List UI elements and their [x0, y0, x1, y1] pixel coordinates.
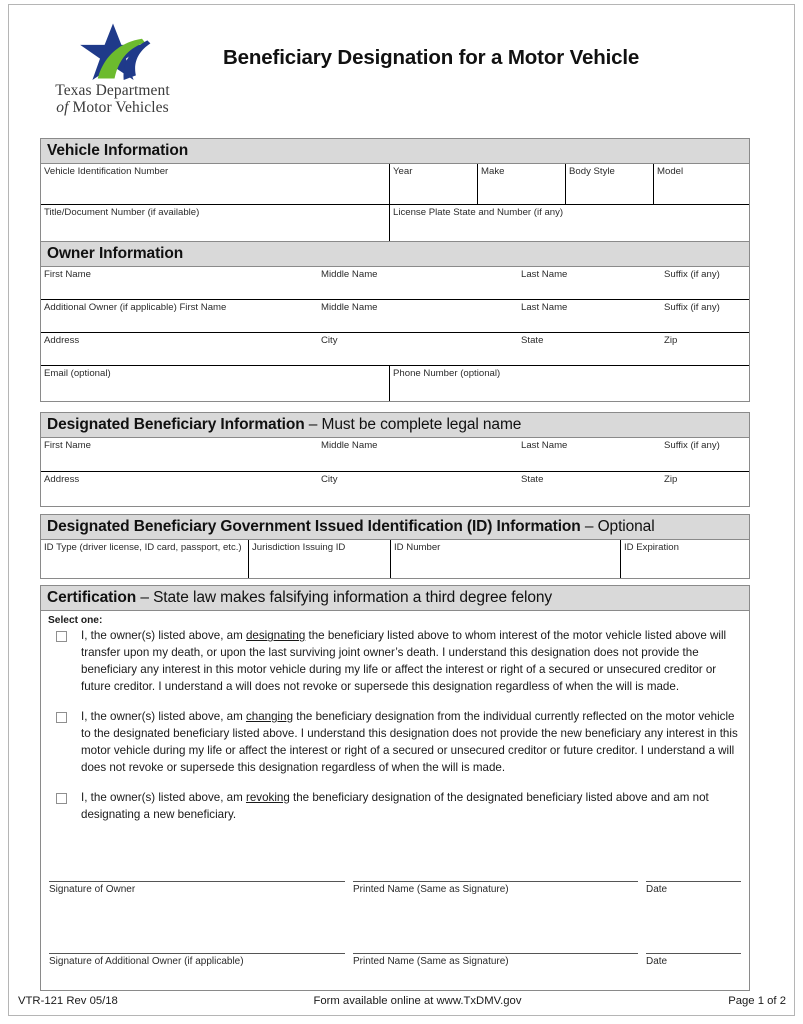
- beneficiary-city-field[interactable]: City: [321, 474, 338, 486]
- designating-option-checkbox[interactable]: [56, 631, 67, 642]
- date-owner-label: Date: [646, 883, 668, 895]
- owner-row-1[interactable]: [41, 267, 749, 300]
- beneficiary-row-2[interactable]: [41, 472, 749, 506]
- printed-name-additional-owner-label: Printed Name (Same as Signature): [353, 955, 509, 967]
- certification-band-title: Certification: [47, 589, 137, 606]
- printed-name-additional-owner-block[interactable]: [353, 953, 638, 967]
- revoking-emphasis: revoking: [245, 790, 290, 804]
- beneficiary-id-information-section: [40, 514, 750, 579]
- beneficiary-row-1[interactable]: [41, 438, 749, 472]
- id-expiration-field[interactable]: ID Expiration: [624, 542, 679, 554]
- beneficiary-band-title: Designated Beneficiary Information: [47, 416, 305, 433]
- certification-option-changing[interactable]: [48, 709, 741, 777]
- owner-row-3[interactable]: [41, 333, 749, 366]
- beneficiary-zip-field[interactable]: Zip: [664, 474, 678, 486]
- signature-of-owner-label: Signature of Owner: [49, 883, 136, 895]
- footer-form-number: VTR-121 Rev 05/18: [18, 995, 118, 1007]
- page-header: [40, 18, 756, 128]
- beneficiary-information-section: [40, 412, 750, 507]
- beneficiary-last-name-field[interactable]: Last Name: [521, 440, 568, 452]
- owner-first-name-field[interactable]: First Name: [44, 269, 91, 281]
- certification-band: [41, 586, 749, 611]
- select-one-label: Select one:: [48, 615, 103, 627]
- signature-of-additional-owner-block[interactable]: [49, 953, 345, 967]
- beneficiary-suffix-field[interactable]: Suffix (if any): [664, 440, 720, 452]
- beneficiary-state-field[interactable]: State: [521, 474, 544, 486]
- title-document-number-field[interactable]: Title/Document Number (if available): [41, 205, 390, 243]
- designating-text-part1: I, the owner(s) listed above, am: [81, 629, 246, 643]
- beneficiary-id-band: [41, 515, 749, 540]
- model-field[interactable]: Model: [657, 166, 684, 178]
- page-footer: [18, 995, 786, 1007]
- beneficiary-address-field[interactable]: Address: [44, 474, 80, 486]
- id-number-field[interactable]: ID Number: [391, 540, 621, 578]
- certification-section: [40, 585, 750, 991]
- designating-text-part2: the beneficiary listed above to whom interest of the motor vehicle listed above will transfer upon my death, or upon the last surviving joint owner’s death. I understand this designation does not provide the beneficiary any interest in this motor vehicle during my life or affect the interest or right of a secured or unsecured creditor or future creditor. I understand a will does not revoke or supersede this designation regardless of when the will is made.: [81, 629, 727, 694]
- agency-name-motor-vehicles: Motor Vehicles: [72, 99, 169, 117]
- certification-option-revoking[interactable]: [48, 790, 741, 824]
- additional-owner-first-name-field[interactable]: Additional Owner (if applicable) First Name: [44, 302, 227, 314]
- additional-owner-suffix-field[interactable]: Suffix (if any): [664, 302, 720, 314]
- owner-last-name-field[interactable]: Last Name: [521, 269, 568, 281]
- vin-field[interactable]: Vehicle Identification Number: [41, 164, 390, 204]
- body-style-field[interactable]: Body Style: [566, 164, 654, 204]
- vehicle-information-section: [40, 138, 750, 244]
- changing-emphasis: changing: [245, 710, 294, 724]
- agency-name-line1: Texas Department: [55, 82, 170, 99]
- certification-option-designating[interactable]: [48, 628, 741, 696]
- owner-row-2[interactable]: [41, 300, 749, 333]
- revoking-option-checkbox[interactable]: [56, 793, 67, 804]
- license-plate-field[interactable]: License Plate State and Number (if any): [393, 207, 564, 219]
- owner-city-field[interactable]: City: [321, 335, 338, 347]
- owner-state-field[interactable]: State: [521, 335, 544, 347]
- signature-row-owner: [49, 881, 741, 895]
- signature-spacer-middle: [49, 895, 741, 953]
- owner-address-field[interactable]: Address: [44, 335, 80, 347]
- vehicle-row-2: [41, 205, 749, 243]
- jurisdiction-issuing-id-field[interactable]: Jurisdiction Issuing ID: [249, 540, 391, 578]
- owner-suffix-field[interactable]: Suffix (if any): [664, 269, 720, 281]
- changing-text-part2: the beneficiary designation from the individual currently reflected on the motor vehicle to the designated beneficiary listed above. I understand this designation does not provide the new beneficiary any interest in this motor vehicle during my life or affect the interest or right of a secured or unsecured creditor or future creditor. I understand a will does not revoke or supersede this designation regardless of when the will is made.: [81, 710, 738, 774]
- owner-phone-field[interactable]: Phone Number (optional): [393, 368, 501, 380]
- beneficiary-id-row-1: [41, 540, 749, 578]
- owner-middle-name-field[interactable]: Middle Name: [321, 269, 378, 281]
- date-additional-owner-label: Date: [646, 955, 668, 967]
- footer-page-number: Page 1 of 2: [728, 995, 786, 1007]
- printed-name-owner-label: Printed Name (Same as Signature): [353, 883, 509, 895]
- changing-option-checkbox[interactable]: [56, 712, 67, 723]
- revoking-option-text: [81, 790, 741, 824]
- agency-name-of: of: [56, 99, 69, 117]
- owner-row-4: [41, 366, 749, 401]
- beneficiary-middle-name-field[interactable]: Middle Name: [321, 440, 378, 452]
- beneficiary-first-name-field[interactable]: First Name: [44, 440, 91, 452]
- additional-owner-last-name-field[interactable]: Last Name: [521, 302, 568, 314]
- make-field[interactable]: Make: [478, 164, 566, 204]
- beneficiary-band-subtitle: – Must be complete legal name: [304, 416, 522, 433]
- revoking-text-part2: the beneficiary designation of the designated beneficiary listed above and am not designating a new beneficiary.: [81, 790, 709, 821]
- designating-emphasis: designating: [245, 629, 306, 643]
- revoking-text-part1: I, the owner(s) listed above, am: [81, 790, 246, 804]
- owner-information-band: Owner Information: [41, 242, 749, 267]
- signature-spacer-top: [49, 837, 741, 881]
- owner-email-field[interactable]: Email (optional): [41, 366, 390, 401]
- agency-logo: [40, 18, 185, 117]
- additional-owner-middle-name-field[interactable]: Middle Name: [321, 302, 378, 314]
- changing-option-text: [81, 709, 741, 777]
- signature-of-additional-owner-label: Signature of Additional Owner (if applicable): [49, 955, 244, 967]
- printed-name-owner-block[interactable]: [353, 881, 638, 895]
- year-field[interactable]: Year: [390, 164, 478, 204]
- owner-information-section: [40, 241, 750, 402]
- designating-option-text: [81, 628, 741, 696]
- vehicle-row-1: [41, 164, 749, 205]
- beneficiary-id-band-subtitle: – Optional: [580, 518, 655, 535]
- certification-band-subtitle: – State law makes falsifying information a third degree felony: [136, 589, 553, 606]
- signature-area: [41, 837, 749, 967]
- agency-name-line2: [55, 99, 170, 116]
- page-title: Beneficiary Designation for a Motor Vehicle: [223, 46, 640, 69]
- certification-body: [41, 611, 749, 823]
- beneficiary-id-band-title: Designated Beneficiary Government Issued Identification (ID) Information: [47, 518, 581, 535]
- date-owner-block[interactable]: [646, 881, 741, 895]
- owner-zip-field[interactable]: Zip: [664, 335, 678, 347]
- signature-of-owner-block[interactable]: [49, 881, 345, 895]
- footer-availability: Form available online at www.TxDMV.gov: [313, 995, 522, 1007]
- id-type-field[interactable]: ID Type (driver license, ID card, passport, etc.): [41, 540, 249, 578]
- vehicle-information-band: Vehicle Information: [41, 139, 749, 164]
- beneficiary-information-band: [41, 413, 749, 438]
- date-additional-owner-block[interactable]: [646, 953, 741, 967]
- agency-name: [55, 82, 170, 117]
- txdmv-star-logo-icon: [74, 22, 152, 80]
- changing-text-part1: I, the owner(s) listed above, am: [81, 710, 246, 724]
- signature-row-additional-owner: [49, 953, 741, 967]
